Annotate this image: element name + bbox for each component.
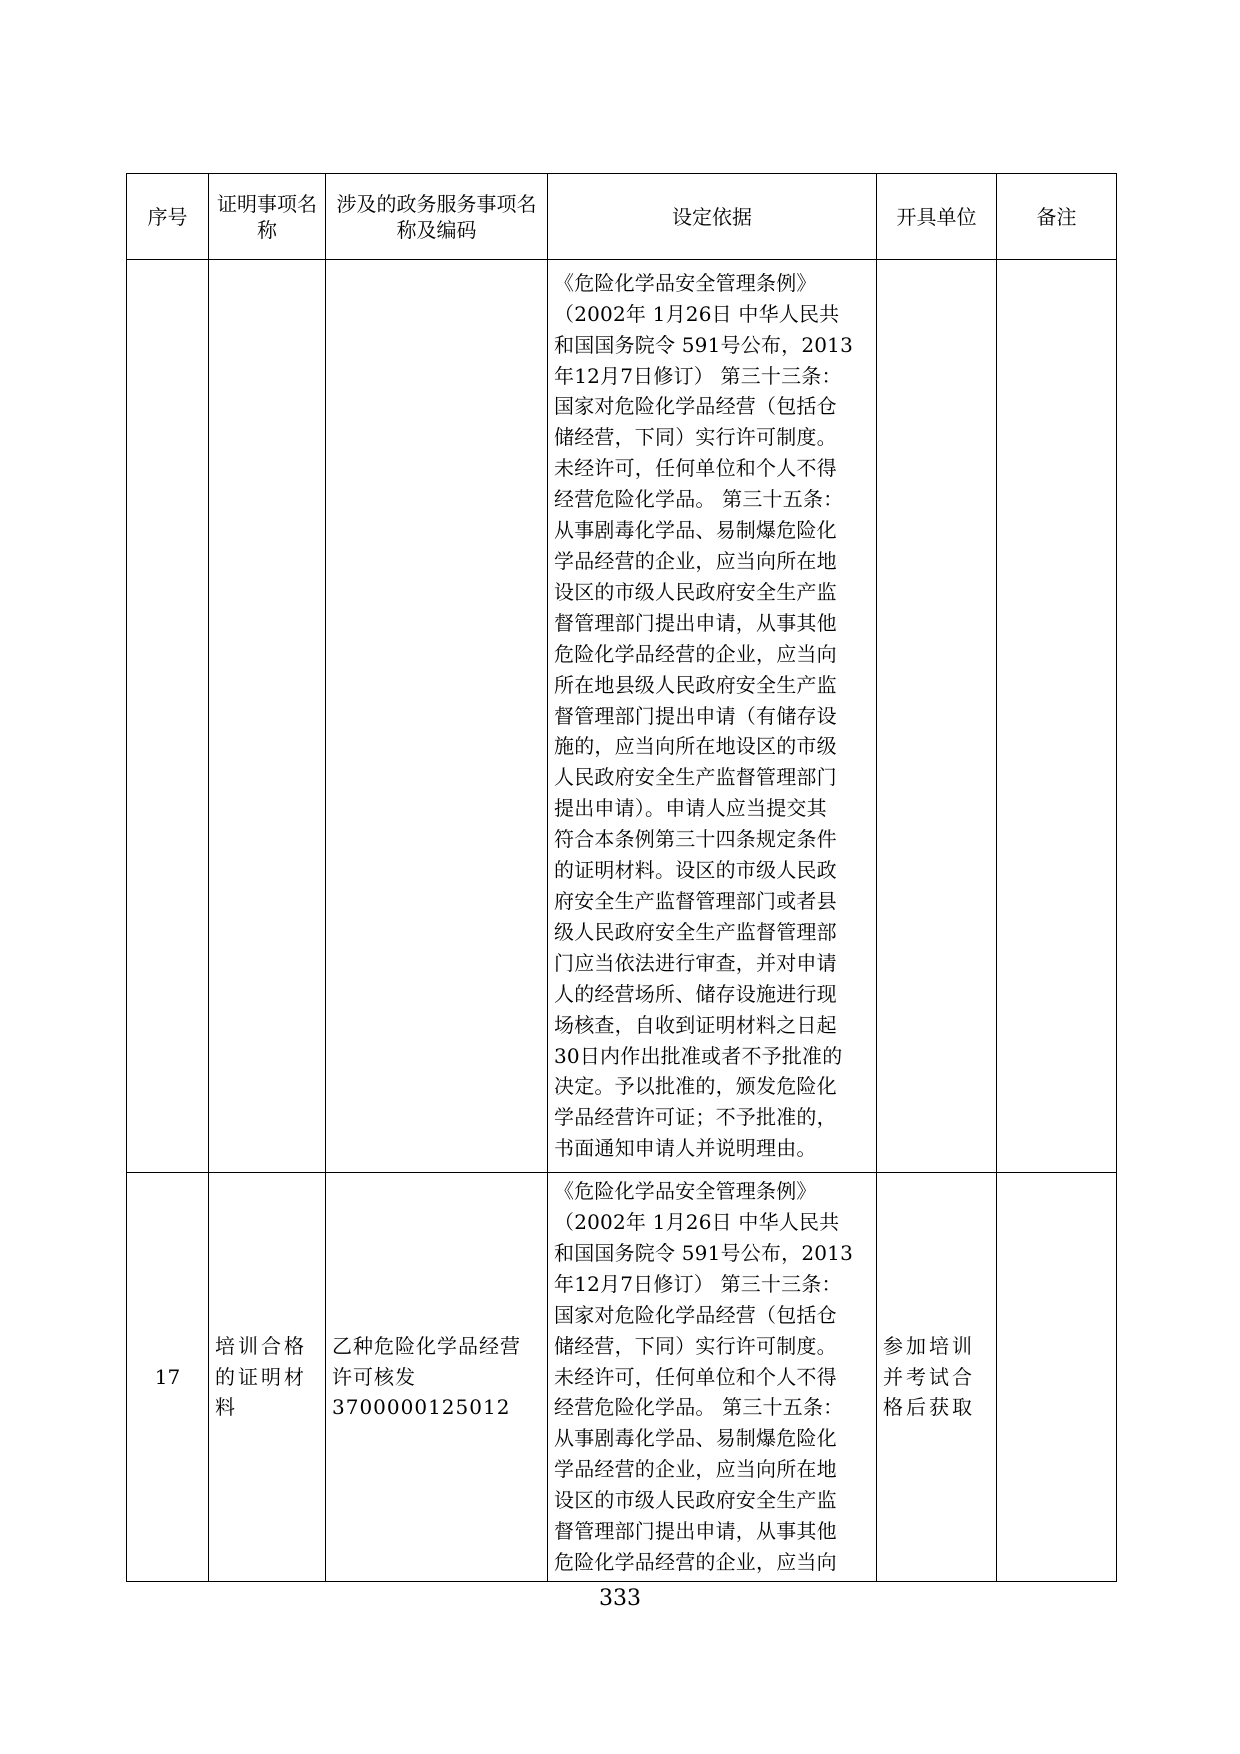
cell-issuing-unit: 参加培训 并考试合 格后获取 [877,1173,997,1582]
page-number: 333 [599,1586,641,1611]
cell-service-item: 乙种危险化学品经营 许可核发 3700000125012 [326,1173,548,1582]
table-row [127,1173,1117,1582]
cell-certification-name [209,260,326,1173]
table-header-row [127,174,1117,260]
cell-service-item [326,260,548,1173]
header-remarks: 备注 [997,174,1117,260]
header-service-item: 涉及的政务服务事项名称及编码 [326,174,548,260]
cell-legal-basis: 《危险化学品安全管理条例》 （2002年 1月26日 中华人民共 和国国务院令 591号公布，2013 年12月7日修订） 第三十三条： 国家对危险化学品经营（包括仓 储经营，下同）实行许可制度。 未经许可，任何单位和个人不得 经营危险化学品。 第三十五条： 从事剧毒化学品、易制爆危险化 学品经营的企业，应当向所在地 设区的市级人民政府安全生产监 督管理部门提出申请，从事其他 危险化学品经营的企业，应当向 所在地县级人民政府安全生产监 督管理部门提出申请（有储存设 施的，应当向所在地设区的市级 人民政府安全生产监督管理部门 提出申请）。申请人应当提交其 符合本条例第三十四条规定条件 的证明材料。设区的市级人民政 府安全生产监督管理部门或者县 级人民政府安全生产监督管理部 门应当依法进行审查，并对申请 人的经营场所、储存设施进行现 场核查，自收到证明材料之日起 30日内作出批准或者不予批准的 决定。予以批准的，颁发危险化 学品经营许可证；不予批准的， 书面通知申请人并说明理由。 [548,260,877,1173]
cell-legal-basis: 《危险化学品安全管理条例》 （2002年 1月26日 中华人民共 和国国务院令 591号公布，2013 年12月7日修订） 第三十三条： 国家对危险化学品经营（包括仓 储经营，下同）实行许可制度。 未经许可，任何单位和个人不得 经营危险化学品。 第三十五条： 从事剧毒化学品、易制爆危险化 学品经营的企业，应当向所在地 设区的市级人民政府安全生产监 督管理部门提出申请，从事其他 危险化学品经营的企业，应当向 [548,1173,877,1582]
cell-remarks [997,1173,1117,1582]
certification-table [126,173,1117,1582]
header-serial-number: 序号 [127,174,209,260]
table-row [127,260,1117,1173]
header-issuing-unit: 开具单位 [877,174,997,260]
header-certification-name: 证明事项名称 [209,174,326,260]
cell-issuing-unit [877,260,997,1173]
cell-serial-number: 17 [127,1173,209,1582]
cell-certification-name: 培训合格 的证明材 料 [209,1173,326,1582]
cell-remarks [997,260,1117,1173]
cell-serial-number [127,260,209,1173]
header-legal-basis: 设定依据 [548,174,877,260]
